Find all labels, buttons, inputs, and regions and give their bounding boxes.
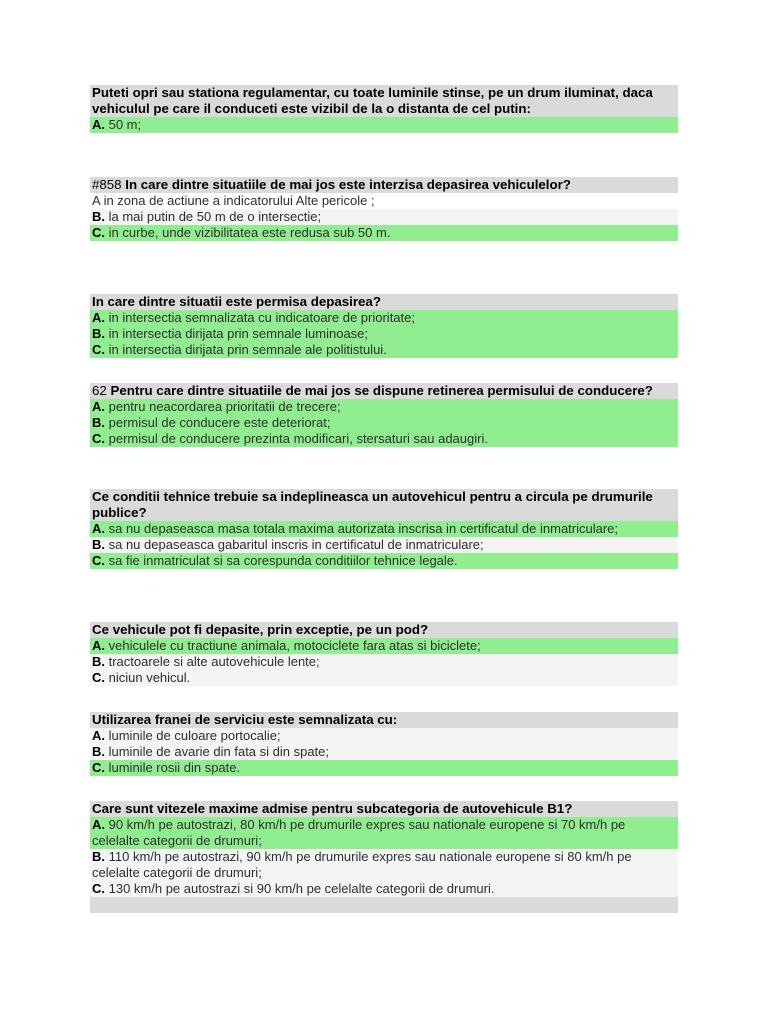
answer-text: sa fie inmatriculat si sa corespunda conditiilor tehnice legale. bbox=[105, 553, 458, 568]
question-label: Ce vehicule pot fi depasite, prin exceptie, pe un pod? bbox=[92, 622, 429, 637]
answer-text: tractoarele si alte autovehicule lente; bbox=[105, 654, 320, 669]
answer-letter: A. bbox=[92, 310, 105, 325]
answer-letter: A. bbox=[92, 521, 105, 536]
answer-text: permisul de conducere prezinta modificari, stersaturi sau adaugiri. bbox=[105, 431, 488, 446]
question-text bbox=[90, 85, 678, 117]
question-block bbox=[90, 489, 678, 569]
answer-letter: C. bbox=[92, 342, 105, 357]
question-block bbox=[90, 294, 678, 358]
question-block bbox=[90, 712, 678, 776]
question-text bbox=[90, 712, 678, 728]
answer-text: pentru neacordarea prioritatii de trecere; bbox=[105, 399, 341, 414]
answer-text: la mai putin de 50 m de o intersectie; bbox=[105, 209, 322, 224]
question-label: In care dintre situatiile de mai jos este interzisa depasirea vehiculelor? bbox=[125, 177, 571, 192]
answer-text: permisul de conducere este deteriorat; bbox=[105, 415, 331, 430]
answer-option-correct bbox=[90, 225, 678, 241]
answer-text: in intersectia dirijata prin semnale ale politistului. bbox=[105, 342, 387, 357]
question-block bbox=[90, 383, 678, 447]
question-label: Puteti opri sau stationa regulamentar, cu toate luminile stinse, pe un drum iluminat, daca vehiculul pe care il conduceti este vizibil de la o distanta de cel putin: bbox=[92, 85, 653, 116]
answer-option-correct bbox=[90, 431, 678, 447]
answer-text: sa nu depaseasca masa totala maxima autorizata inscrisa in certificatul de inmatriculare; bbox=[105, 521, 619, 536]
question-label: In care dintre situatii este permisa depasirea? bbox=[92, 294, 381, 309]
answer-letter: A. bbox=[92, 728, 105, 743]
question-block bbox=[90, 85, 678, 133]
answer-letter: B. bbox=[92, 744, 105, 759]
question-text bbox=[90, 177, 678, 193]
answer-text: 130 km/h pe autostrazi si 90 km/h pe celelalte categorii de drumuri. bbox=[105, 881, 495, 896]
answer-option-correct bbox=[90, 399, 678, 415]
answer-option bbox=[90, 849, 678, 881]
answer-letter: A. bbox=[92, 399, 105, 414]
answer-letter: B. bbox=[92, 849, 105, 864]
question-number: #858 bbox=[92, 177, 126, 192]
answer-option-correct bbox=[90, 342, 678, 358]
answer-option bbox=[90, 209, 678, 225]
answer-letter: C. bbox=[92, 760, 105, 775]
answer-option-correct bbox=[90, 817, 678, 849]
answer-letter: C. bbox=[92, 431, 105, 446]
answer-text: luminile rosii din spate. bbox=[105, 760, 241, 775]
answer-option-correct bbox=[90, 117, 678, 133]
answer-text: 110 km/h pe autostrazi, 90 km/h pe drumurile expres sau nationale europene si 80 km/h pe celelalte categorii de drumuri; bbox=[92, 849, 632, 880]
answer-option-correct bbox=[90, 415, 678, 431]
answer-option-correct bbox=[90, 553, 678, 569]
answer-letter: B. bbox=[92, 537, 105, 552]
answer-letter: B. bbox=[92, 209, 105, 224]
answer-text: A in zona de actiune a indicatorului Alte pericole ; bbox=[92, 193, 375, 208]
question-label: Pentru care dintre situatiile de mai jos se dispune retinerea permisului de conducere? bbox=[110, 383, 653, 398]
answer-letter: B. bbox=[92, 654, 105, 669]
answer-text: in intersectia dirijata prin semnale luminoase; bbox=[105, 326, 369, 341]
question-number: 62 bbox=[92, 383, 111, 398]
answer-option-correct bbox=[90, 521, 678, 537]
answer-letter: B. bbox=[92, 415, 105, 430]
answer-option bbox=[90, 670, 678, 686]
answer-option-correct bbox=[90, 638, 678, 654]
answer-letter: B. bbox=[92, 326, 105, 341]
question-block bbox=[90, 622, 678, 686]
answer-letter: C. bbox=[92, 225, 105, 240]
answer-option bbox=[90, 881, 678, 897]
answer-option-correct bbox=[90, 326, 678, 342]
answer-letter: C. bbox=[92, 670, 105, 685]
question-label: Utilizarea franei de serviciu este semnalizata cu: bbox=[92, 712, 398, 727]
answer-option bbox=[90, 744, 678, 760]
answer-letter: A. bbox=[92, 817, 105, 832]
question-block bbox=[90, 177, 678, 241]
answer-letter: C. bbox=[92, 881, 105, 896]
answer-text: sa nu depaseasca gabaritul inscris in certificatul de inmatriculare; bbox=[105, 537, 484, 552]
empty-row bbox=[90, 897, 678, 913]
answer-letter: A. bbox=[92, 638, 105, 653]
answer-text: 90 km/h pe autostrazi, 80 km/h pe drumurile expres sau nationale europene si 70 km/h pe celelalte categorii de drumuri; bbox=[92, 817, 626, 848]
answer-text: in curbe, unde vizibilitatea este redusa sub 50 m. bbox=[105, 225, 391, 240]
answer-text: niciun vehicul. bbox=[105, 670, 191, 685]
answer-text: in intersectia semnalizata cu indicatoare de prioritate; bbox=[105, 310, 415, 325]
answer-option-correct bbox=[90, 760, 678, 776]
answer-text: vehiculele cu tractiune animala, motociclete fara atas si biciclete; bbox=[105, 638, 481, 653]
answer-option bbox=[90, 728, 678, 744]
answer-option bbox=[90, 537, 678, 553]
question-text bbox=[90, 383, 678, 399]
question-label: Care sunt vitezele maxime admise pentru subcategoria de autovehicule B1? bbox=[92, 801, 573, 816]
answer-option-correct bbox=[90, 310, 678, 326]
answer-text: 50 m; bbox=[105, 117, 142, 132]
answer-option bbox=[90, 654, 678, 670]
question-text bbox=[90, 294, 678, 310]
answer-text: luminile de avarie din fata si din spate; bbox=[105, 744, 330, 759]
question-block bbox=[90, 801, 678, 913]
answer-letter: A. bbox=[92, 117, 105, 132]
question-text bbox=[90, 489, 678, 521]
answer-text: luminile de culoare portocalie; bbox=[105, 728, 281, 743]
question-text bbox=[90, 801, 678, 817]
answer-option bbox=[90, 193, 678, 209]
question-label: Ce conditii tehnice trebuie sa indeplineasca un autovehicul pentru a circula pe drumurile publice? bbox=[92, 489, 653, 520]
answer-letter: C. bbox=[92, 553, 105, 568]
question-text bbox=[90, 622, 678, 638]
